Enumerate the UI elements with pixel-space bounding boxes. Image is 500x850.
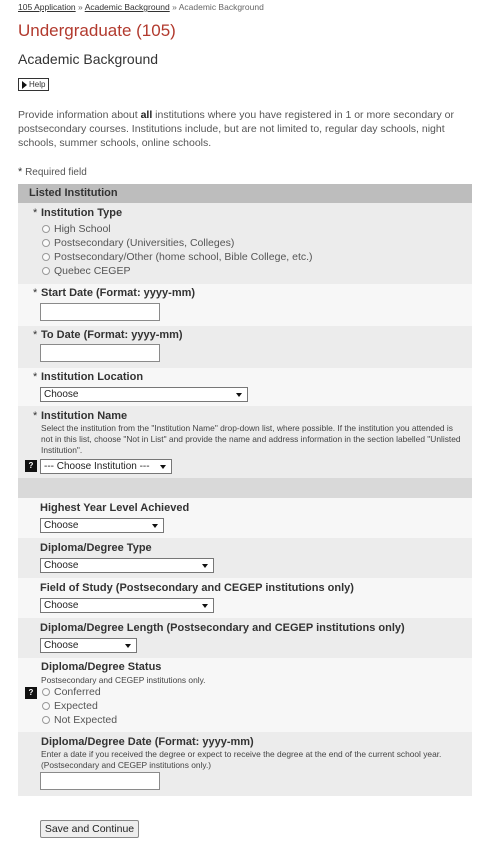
required-star: * — [33, 410, 38, 422]
breadcrumb-separator: » — [78, 2, 83, 12]
dropdown-caret-icon — [202, 604, 208, 608]
institution-location-label — [33, 371, 144, 383]
degree-length-row — [18, 618, 472, 658]
select-value: --- Choose Institution --- — [44, 461, 150, 472]
select-value: Choose — [44, 640, 79, 651]
field-of-study-row — [18, 578, 472, 618]
field-of-study-label: Field of Study (Postsecondary and CEGEP institutions only) — [40, 582, 354, 594]
required-note-label: Required field — [25, 167, 87, 178]
radio-not-expected[interactable] — [42, 714, 117, 726]
breadcrumb-link-105-application[interactable]: 105 Application — [18, 2, 76, 12]
highest-year-row — [18, 498, 472, 538]
radio-label: Quebec CEGEP — [54, 265, 131, 277]
required-star: * — [33, 207, 38, 219]
radio-quebec-cegep[interactable] — [42, 265, 130, 277]
to-date-row — [18, 326, 472, 368]
dropdown-caret-icon — [152, 524, 158, 528]
diploma-type-row — [18, 538, 472, 578]
institution-type-label-text: Institution Type — [41, 207, 123, 219]
highest-year-label: Highest Year Level Achieved — [40, 502, 190, 514]
radio-circle-icon — [42, 716, 50, 724]
dropdown-caret-icon — [160, 465, 166, 469]
radio-circle-icon — [42, 688, 50, 696]
question-help-icon[interactable]: ? — [25, 687, 37, 699]
institution-name-select[interactable] — [40, 459, 172, 474]
institution-name-label — [33, 410, 128, 422]
radio-label: High School — [54, 223, 111, 235]
play-triangle-icon — [22, 81, 27, 89]
radio-circle-icon — [42, 267, 50, 275]
select-value: Choose — [44, 520, 79, 531]
to-date-input[interactable] — [40, 344, 160, 362]
required-star: * — [33, 371, 38, 383]
start-date-row — [18, 284, 472, 326]
degree-date-row — [18, 732, 472, 796]
degree-status-hint: Postsecondary and CEGEP institutions only. — [41, 675, 206, 685]
required-star: * — [18, 166, 23, 178]
intro-text — [18, 108, 478, 150]
page-subtitle: Academic Background — [18, 51, 159, 67]
radio-label: Postsecondary/Other (home school, Bible College, etc.) — [54, 251, 313, 263]
breadcrumb-link-academic-background[interactable]: Academic Background — [84, 2, 170, 12]
radio-label: Postsecondary (Universities, Colleges) — [54, 237, 235, 249]
breadcrumb-separator: » — [172, 2, 177, 12]
institution-location-select[interactable] — [40, 387, 248, 402]
to-date-label — [33, 329, 183, 341]
breadcrumb-current: Academic Background — [178, 2, 264, 12]
radio-label: Not Expected — [54, 714, 118, 726]
required-field-note — [18, 166, 87, 178]
degree-status-label: Diploma/Degree Status — [41, 661, 162, 673]
institution-name-label-text: Institution Name — [41, 410, 128, 422]
required-star: * — [33, 287, 38, 299]
radio-expected[interactable] — [42, 700, 98, 712]
start-date-label — [33, 287, 196, 299]
radio-circle-icon — [42, 253, 50, 261]
page-title: Undergraduate (105) — [18, 21, 176, 40]
help-button-label: Help — [29, 80, 46, 89]
to-date-label-text: To Date (Format: yyyy-mm) — [41, 329, 183, 341]
select-value: Choose — [44, 389, 79, 400]
radio-circle-icon — [42, 702, 50, 710]
start-date-input[interactable] — [40, 303, 160, 321]
dropdown-caret-icon — [236, 393, 242, 397]
diploma-type-select[interactable] — [40, 558, 214, 573]
institution-name-hint: Select the institution from the "Institution Name" drop-down list, where possible. If the institution you attended is not in this list, choose "Not in List" and provide the name and address information in the section labelled "Unlisted Institution". — [41, 423, 461, 455]
intro-text-bold: all — [140, 109, 153, 121]
institution-location-label-text: Institution Location — [41, 371, 144, 383]
radio-high-school[interactable] — [42, 223, 111, 235]
highest-year-select[interactable] — [40, 518, 164, 533]
help-button[interactable] — [18, 78, 49, 91]
intro-text-part: Provide information about — [18, 109, 141, 121]
institution-name-row — [18, 406, 472, 478]
degree-date-hint: Enter a date if you received the degree or expect to receive the degree at the end of the current school year. (Postsecondary and CEGEP institutions only.) — [41, 749, 442, 770]
section-header-listed-institution: Listed Institution — [18, 184, 472, 203]
radio-circle-icon — [42, 239, 50, 247]
institution-type-row — [18, 203, 472, 284]
degree-length-label: Diploma/Degree Length (Postsecondary and CEGEP institutions only) — [40, 622, 405, 634]
save-and-continue-button[interactable]: Save and Continue — [40, 820, 139, 838]
intro-text-part: institutions where you have registered in 1 or more secondary or postsecondary courses. Institutions include, but are not limited to, regular day schools, night schools, summer schools, online schools. — [18, 109, 455, 149]
dropdown-caret-icon — [202, 564, 208, 568]
select-value: Choose — [44, 560, 79, 571]
radio-conferred[interactable] — [42, 686, 101, 698]
degree-length-select[interactable] — [40, 638, 137, 653]
degree-status-row — [18, 658, 472, 732]
select-value: Choose — [44, 600, 79, 611]
institution-type-label — [33, 207, 123, 219]
dropdown-caret-icon — [125, 644, 131, 648]
radio-label: Conferred — [54, 686, 101, 698]
radio-postsecondary-other[interactable] — [42, 251, 313, 263]
start-date-label-text: Start Date (Format: yyyy-mm) — [41, 287, 196, 299]
degree-date-input[interactable] — [40, 772, 160, 790]
radio-circle-icon — [42, 225, 50, 233]
degree-date-label: Diploma/Degree Date (Format: yyyy-mm) — [41, 736, 254, 748]
radio-label: Expected — [54, 700, 98, 712]
required-star: * — [33, 329, 38, 341]
question-help-icon[interactable]: ? — [25, 460, 37, 472]
diploma-type-label: Diploma/Degree Type — [40, 542, 152, 554]
section-divider — [18, 478, 472, 498]
radio-postsecondary[interactable] — [42, 237, 234, 249]
breadcrumb — [18, 2, 264, 12]
field-of-study-select[interactable] — [40, 598, 214, 613]
institution-location-row — [18, 368, 472, 406]
